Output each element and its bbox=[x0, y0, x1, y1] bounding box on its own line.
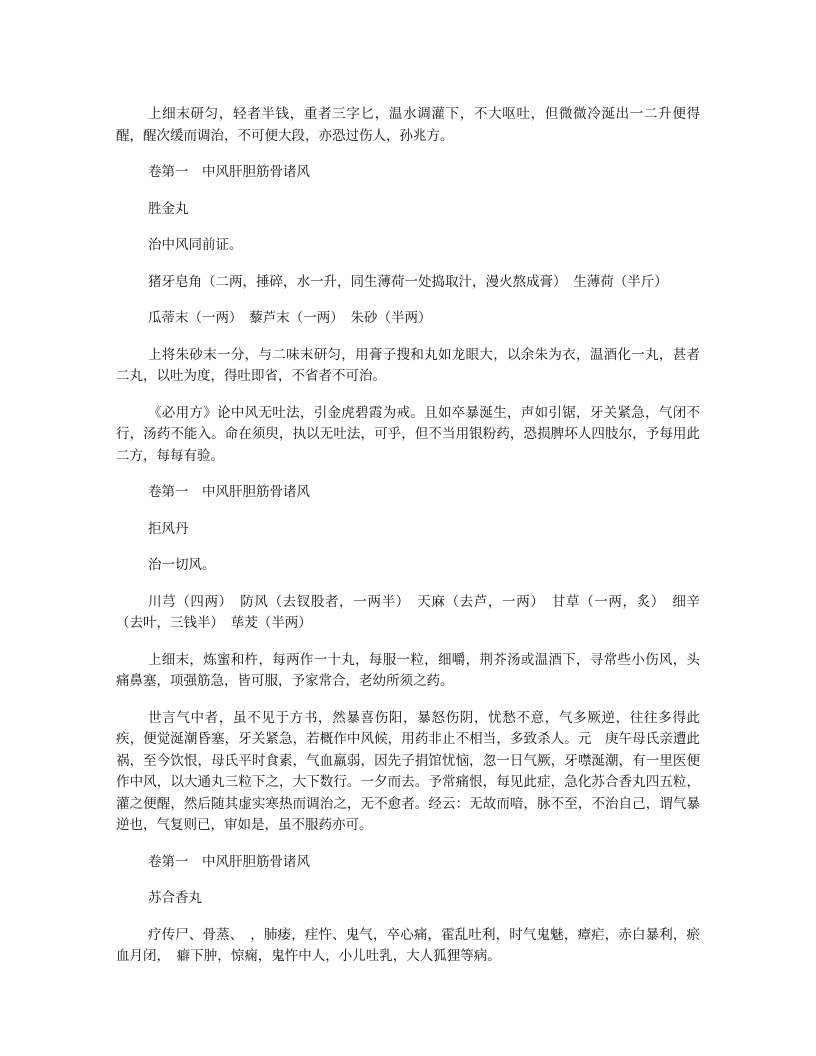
document-page bbox=[116, 104, 700, 968]
ingredients-shengjin-2: 瓜蒂末（一两） 藜芦末（一两） 朱砂（半两） bbox=[148, 310, 432, 326]
indication-jufeng: 治一切风。 bbox=[148, 557, 216, 573]
preparation-shengjin: 上将朱砂末一分，与二味末研匀，用膏子搜和丸如龙眼大，以余朱为衣，温酒化一丸，甚者二丸，以吐为度，得吐即省，不省者不可治。 bbox=[116, 346, 700, 384]
indication-shengjin: 治中风同前证。 bbox=[148, 237, 243, 253]
ingredients-shengjin-1: 猪牙皂角（二两，捶碎，水一升，同生薄荷一处捣取汁，漫火熬成膏） 生薄荷（半斤） bbox=[148, 273, 668, 290]
section-heading: 卷第一 中风肝胆筋骨诸风 bbox=[148, 853, 310, 870]
paragraph-shengjin-method: 上细末研匀，轻者半钱，重者三字匕，温水调灌下，不大呕吐，但微微冷涎出一二升便得醒，醒次缓而调治，不可便大段，亦恐过伤人，孙兆方。 bbox=[116, 106, 700, 144]
section-heading: 卷第一 中风肝胆筋骨诸风 bbox=[148, 164, 310, 180]
indication-suhexiang: 疗传尸、骨蒸、 ，肺痿，疰忤、鬼气，卒心痛，霍乱吐利，时气鬼魅，瘴疟，赤白暴利，瘀血月闭， 癖下肿，惊痫，鬼忤中人，小儿吐乳，大人狐狸等病。 bbox=[116, 926, 700, 964]
recipe-title-shengjin: 胜金丸 bbox=[148, 200, 189, 217]
commentary-qizhong: 世言气中者，虽不见于方书，然暴喜伤阳，暴怒伤阴，忧愁不意，气多厥逆，往往多得此疾，便觉涎潮昏塞，牙关紧急，若概作中风候，用药非止不相当，多致杀人。元 庚午母氏亲遭此祸，至今饮恨，母氏平时食素，气血羸弱，因先子捐馆忧恼，忽一日气厥，牙噤涎潮，有一里医便作中风，以大通丸三粒下之，大下数行。一夕而去。予常痛恨，每见此症，急化苏合香丸四五粒，灌之便醒，然后随其虚实寒热而调治之，无不愈者。经云：无故而喑，脉不至，不治自己，谓气暴逆也，气复则已，审如是，虽不服药亦可。 bbox=[116, 709, 700, 833]
ingredients-jufeng: 川芎（四两） 防风（去钗股者，一两半） 天麻（去芦，一两） 甘草（一两，炙） 细辛（去叶，三钱半） 荜茇（半两） bbox=[116, 593, 700, 631]
commentary-biyongfang: 《必用方》论中风无吐法，引金虎碧霞为戒。且如卒暴涎生，声如引锯，牙关紧急，气闭不行，汤药不能入。命在须臾，执以无吐法，可乎，但不当用银粉药，恐损脾坏人四肢尔，予每用此二方，每每有验。 bbox=[116, 404, 700, 464]
recipe-title-suhexiang: 苏合香丸 bbox=[148, 890, 202, 906]
preparation-jufeng: 上细末，炼蜜和杵，每两作一十丸，每服一粒，细嚼，荆芥汤或温酒下，寻常些小伤风，头痛鼻塞，项强筋急，皆可服，予家常合，老幼所须之药。 bbox=[116, 651, 700, 689]
section-heading: 卷第一 中风肝胆筋骨诸风 bbox=[148, 484, 310, 500]
recipe-title-jufeng: 拒风丹 bbox=[148, 520, 189, 537]
